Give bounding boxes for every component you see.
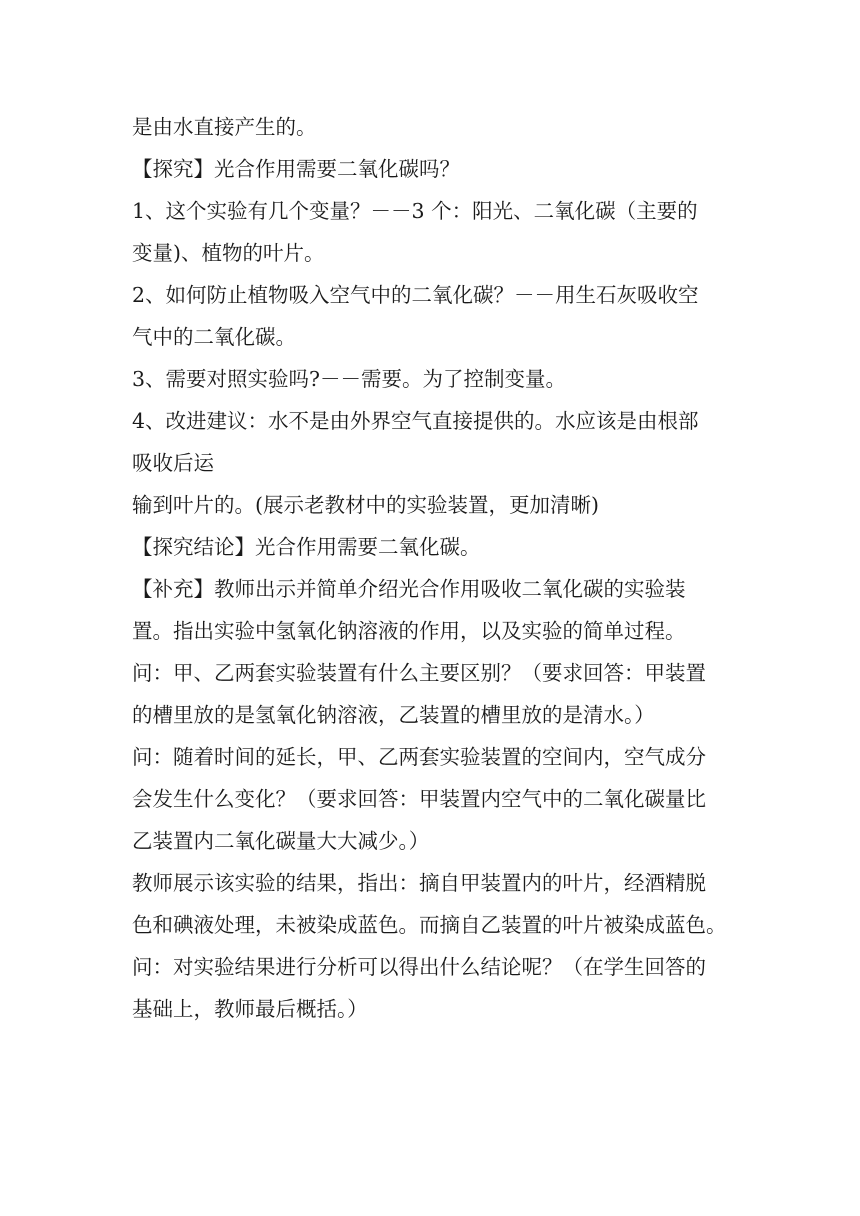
text-line: 变量)、植物的叶片。 bbox=[132, 241, 325, 265]
text-line: 问：随着时间的延长，甲、乙两套实验装置的空间内，空气成分 bbox=[132, 745, 706, 769]
text-line: 3、需要对照实验吗?－－需要。为了控制变量。 bbox=[132, 367, 567, 391]
text-line: 问：甲、乙两套实验装置有什么主要区别？（要求回答：甲装置 bbox=[132, 661, 706, 685]
text-line: 【探究结论】光合作用需要二氧化碳。 bbox=[132, 535, 481, 559]
text-line: 是由水直接产生的。 bbox=[132, 115, 317, 139]
text-line: 【补充】教师出示并简单介绍光合作用吸收二氧化碳的实验装 bbox=[132, 577, 686, 601]
text-line: 乙装置内二氧化碳量大大减少。） bbox=[132, 829, 430, 853]
text-line: 会发生什么变化？（要求回答：甲装置内空气中的二氧化碳量比 bbox=[132, 787, 706, 811]
text-line: 气中的二氧化碳。 bbox=[132, 325, 296, 349]
text-line: 4、改进建议：水不是由外界空气直接提供的。水应该是由根部 bbox=[132, 409, 699, 433]
text-line: 【探究】光合作用需要二氧化碳吗？ bbox=[132, 157, 460, 181]
text-line: 基础上，教师最后概括。） bbox=[132, 997, 368, 1021]
text-line: 教师展示该实验的结果，指出：摘自甲装置内的叶片，经酒精脱 bbox=[132, 871, 706, 895]
text-line: 1、这个实验有几个变量？－－3 个：阳光、二氧化碳（主要的 bbox=[132, 199, 698, 223]
text-line: 置。指出实验中氢氧化钠溶液的作用，以及实验的简单过程。 bbox=[132, 619, 686, 643]
text-line: 色和碘液处理，未被染成蓝色。而摘自乙装置的叶片被染成蓝色。 bbox=[132, 913, 727, 937]
text-line: 输到叶片的。(展示老教材中的实验装置，更加清晰) bbox=[132, 493, 599, 517]
text-line: 的槽里放的是氢氧化钠溶液，乙装置的槽里放的是清水。） bbox=[132, 703, 655, 727]
text-line: 2、如何防止植物吸入空气中的二氧化碳？－－用生石灰吸收空 bbox=[132, 283, 699, 307]
document-body bbox=[132, 106, 732, 1030]
text-line: 问：对实验结果进行分析可以得出什么结论呢？（在学生回答的 bbox=[132, 955, 706, 979]
text-line: 吸收后运 bbox=[132, 451, 214, 475]
